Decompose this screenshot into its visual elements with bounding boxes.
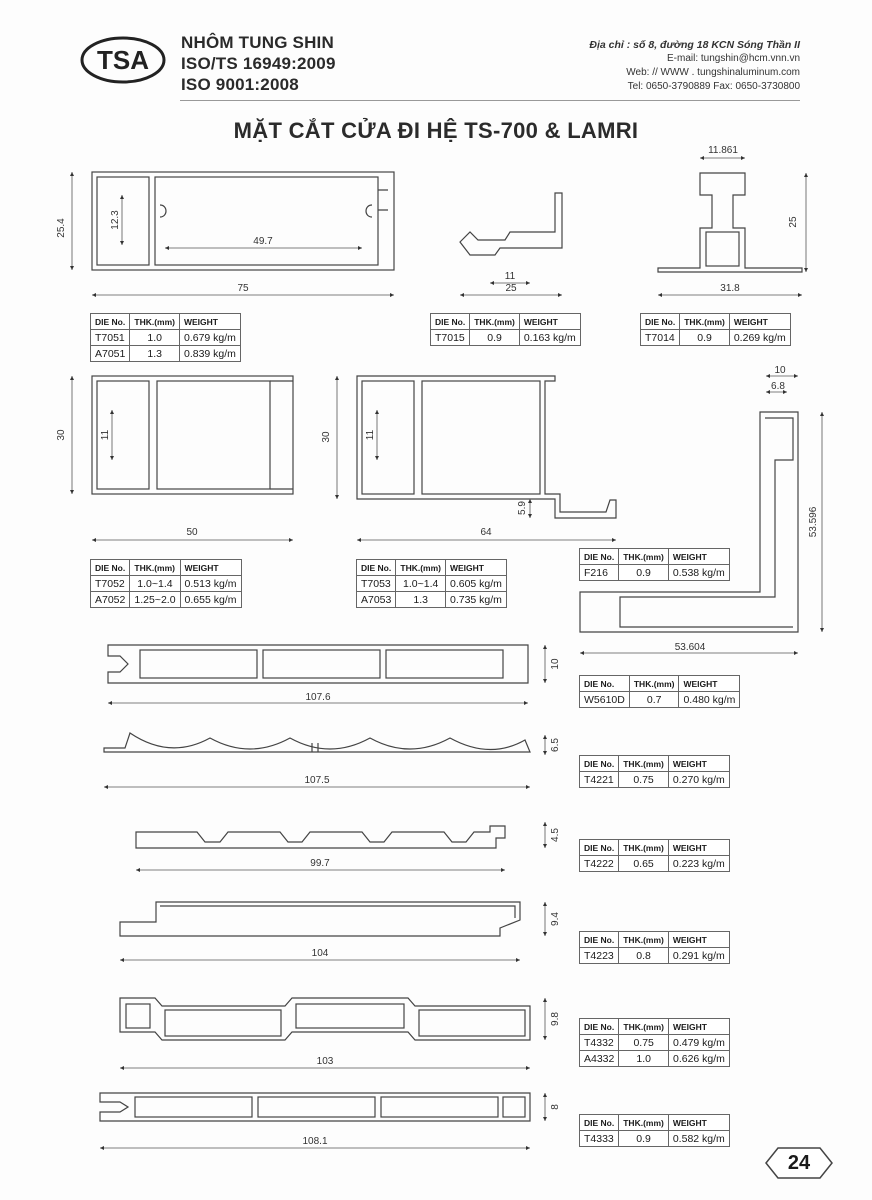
phone-fax: Tel: 0650-3790889 Fax: 0650-3730800 [627, 81, 800, 92]
spec-table-f216 [579, 548, 730, 581]
spec-cell-thk: 1.0 [130, 330, 180, 346]
dim-t7053-lip: 5.9 [517, 501, 528, 515]
spec-table-w5610d [579, 675, 740, 708]
spec-cell-die: A4332 [580, 1051, 619, 1067]
spec-header-row [580, 1019, 730, 1035]
spec-cell-die: T4332 [580, 1035, 619, 1051]
spec-header-die: DIE No. [431, 314, 470, 330]
spec-header-die: DIE No. [580, 840, 619, 856]
spec-row [580, 1051, 730, 1067]
spec-row [357, 592, 507, 608]
dim-t7052-in: 11 [100, 429, 111, 441]
profile-t4222 [136, 826, 505, 848]
spec-cell-die: A7051 [91, 346, 130, 362]
profile-t7015 [460, 193, 562, 255]
spec-header-row [580, 1115, 730, 1131]
dim-t7052-w: 50 [186, 527, 198, 538]
spec-cell-die: T7015 [431, 330, 470, 346]
spec-cell-weight: 0.538 kg/m [668, 565, 729, 581]
spec-cell-die: T7052 [91, 576, 130, 592]
spec-header-row [580, 932, 730, 948]
profile-t7052 [92, 376, 293, 494]
dim-t7051-w: 75 [237, 283, 249, 294]
spec-header-die: DIE No. [580, 932, 619, 948]
spec-cell-thk: 0.75 [619, 1035, 669, 1051]
website: Web: // WWW . tungshinaluminum.com [626, 67, 800, 78]
spec-cell-weight: 0.679 kg/m [179, 330, 240, 346]
spec-header-weight: WEIGHT [519, 314, 580, 330]
spec-table-t7052 [90, 559, 242, 608]
dim-t7014-h: 25 [788, 216, 799, 228]
spec-header-thk: THK.(mm) [130, 314, 180, 330]
spec-table-t7051 [90, 313, 241, 362]
spec-header-row [641, 314, 791, 330]
profile-t4332 [120, 998, 530, 1040]
spec-header-thk: THK.(mm) [470, 314, 520, 330]
dim-t4333-w: 108.1 [302, 1136, 328, 1147]
page-number: 24 [787, 1152, 811, 1174]
spec-header-thk: THK.(mm) [619, 840, 669, 856]
spec-row [580, 948, 730, 964]
page-title: MẶT CẮT CỬA ĐI HỆ TS-700 & LAMRI [233, 118, 639, 143]
profile-t7014 [658, 173, 802, 272]
spec-cell-weight: 0.582 kg/m [668, 1131, 729, 1147]
spec-cell-weight: 0.291 kg/m [668, 948, 729, 964]
dim-w5610d-w: 107.6 [305, 692, 331, 703]
dim-t4222-h: 4.5 [550, 828, 561, 842]
spec-cell-weight: 0.839 kg/m [179, 346, 240, 362]
spec-row [91, 592, 242, 608]
spec-cell-die: T7053 [357, 576, 396, 592]
dim-t7015-a: 11 [504, 271, 516, 282]
spec-header-weight: WEIGHT [179, 314, 240, 330]
spec-header-thk: THK.(mm) [619, 1019, 669, 1035]
spec-header-weight: WEIGHT [668, 1019, 729, 1035]
spec-cell-thk: 1.0~1.4 [396, 576, 446, 592]
spec-header-row [580, 840, 730, 856]
spec-cell-weight: 0.655 kg/m [180, 592, 241, 608]
spec-cell-die: W5610D [580, 692, 630, 708]
dim-t4333-h: 8 [550, 1104, 561, 1110]
spec-cell-die: T4223 [580, 948, 619, 964]
spec-cell-weight: 0.269 kg/m [729, 330, 790, 346]
spec-header-thk: THK.(mm) [396, 560, 446, 576]
spec-cell-die: T7051 [91, 330, 130, 346]
spec-header-row [357, 560, 507, 576]
spec-cell-weight: 0.605 kg/m [445, 576, 506, 592]
spec-cell-die: F216 [580, 565, 619, 581]
profile-f216 [580, 412, 798, 632]
spec-header-die: DIE No. [580, 756, 619, 772]
dim-f216-a: 10 [774, 365, 786, 376]
dim-t7015-w: 25 [505, 283, 517, 294]
spec-cell-die: A7052 [91, 592, 130, 608]
spec-header-die: DIE No. [357, 560, 396, 576]
spec-row [641, 330, 791, 346]
dim-t4221-w: 107.5 [304, 775, 330, 786]
dim-t4221-h: 6.5 [550, 738, 561, 752]
dim-f216-w: 53.604 [674, 642, 706, 653]
spec-row [91, 576, 242, 592]
dim-w5610d-h: 10 [550, 658, 561, 670]
spec-cell-die: T4222 [580, 856, 619, 872]
spec-cell-weight: 0.735 kg/m [445, 592, 506, 608]
dim-t4223-h: 9.4 [550, 912, 561, 926]
spec-header-die: DIE No. [580, 549, 619, 565]
spec-row [580, 565, 730, 581]
spec-row [431, 330, 581, 346]
spec-cell-thk: 0.9 [680, 330, 730, 346]
spec-table-t4332 [579, 1018, 730, 1067]
dim-t7053-w: 64 [480, 527, 492, 538]
spec-row [580, 772, 730, 788]
spec-header-weight: WEIGHT [729, 314, 790, 330]
spec-cell-weight: 0.270 kg/m [668, 772, 729, 788]
spec-cell-thk: 0.9 [619, 1131, 669, 1147]
spec-table-t4221 [579, 755, 730, 788]
spec-cell-thk: 0.7 [629, 692, 679, 708]
spec-row [91, 346, 241, 362]
spec-header-weight: WEIGHT [668, 932, 729, 948]
spec-header-thk: THK.(mm) [619, 549, 669, 565]
spec-header-die: DIE No. [580, 1019, 619, 1035]
spec-header-die: DIE No. [580, 1115, 619, 1131]
spec-header-row [91, 314, 241, 330]
spec-cell-weight: 0.223 kg/m [668, 856, 729, 872]
spec-cell-thk: 0.9 [619, 565, 669, 581]
dim-t7051-h: 25.4 [56, 218, 67, 238]
dim-t7051-in: 12.3 [110, 210, 121, 230]
dim-t4332-w: 103 [316, 1056, 334, 1067]
spec-cell-thk: 0.9 [470, 330, 520, 346]
spec-header-weight: WEIGHT [445, 560, 506, 576]
spec-header-thk: THK.(mm) [619, 1115, 669, 1131]
dim-t4223-w: 104 [311, 948, 329, 959]
dim-f216-b: 6.8 [771, 381, 785, 392]
spec-row [580, 1131, 730, 1147]
spec-cell-thk: 1.25~2.0 [130, 592, 180, 608]
dim-t7051-gap: 49.7 [253, 236, 273, 247]
spec-cell-die: T4221 [580, 772, 619, 788]
spec-header-weight: WEIGHT [180, 560, 241, 576]
page-number-badge [764, 1146, 834, 1180]
spec-table-t7014 [640, 313, 791, 346]
email: E-mail: tungshin@hcm.vnn.vn [667, 53, 800, 64]
spec-header-die: DIE No. [91, 560, 130, 576]
spec-header-row [580, 549, 730, 565]
spec-cell-weight: 0.480 kg/m [679, 692, 740, 708]
spec-row [580, 1035, 730, 1051]
dim-t7014-w: 31.8 [720, 283, 740, 294]
spec-header-weight: WEIGHT [679, 676, 740, 692]
cert-iso-ts: ISO/TS 16949:2009 [181, 54, 336, 73]
company-name: NHÔM TUNG SHIN [181, 33, 334, 52]
profile-t4221 [104, 733, 530, 752]
spec-row [580, 692, 740, 708]
profile-t7051 [92, 172, 394, 270]
spec-cell-die: T7014 [641, 330, 680, 346]
spec-row [580, 856, 730, 872]
spec-row [357, 576, 507, 592]
dim-t7053-h: 30 [321, 431, 332, 443]
spec-cell-weight: 0.513 kg/m [180, 576, 241, 592]
dim-t7052-h: 30 [56, 429, 67, 441]
profile-t4333 [100, 1093, 530, 1121]
spec-header-die: DIE No. [580, 676, 630, 692]
cert-iso-9001: ISO 9001:2008 [181, 75, 299, 94]
spec-header-weight: WEIGHT [668, 549, 729, 565]
logo-text: TSA [97, 45, 149, 75]
spec-cell-die: T4333 [580, 1131, 619, 1147]
spec-header-row [580, 756, 730, 772]
spec-row [91, 330, 241, 346]
spec-header-thk: THK.(mm) [130, 560, 180, 576]
spec-header-weight: WEIGHT [668, 756, 729, 772]
spec-cell-thk: 1.0 [619, 1051, 669, 1067]
spec-cell-weight: 0.479 kg/m [668, 1035, 729, 1051]
dim-f216-h: 53.596 [808, 506, 819, 538]
profile-t7053 [357, 376, 616, 518]
dim-t4222-w: 99.7 [310, 858, 330, 869]
spec-header-die: DIE No. [641, 314, 680, 330]
dim-t7053-in: 11 [365, 429, 376, 441]
spec-cell-thk: 1.3 [396, 592, 446, 608]
spec-header-row [91, 560, 242, 576]
spec-table-t7053 [356, 559, 507, 608]
dim-t7014-top: 11.861 [708, 145, 738, 156]
spec-header-die: DIE No. [91, 314, 130, 330]
spec-table-t4222 [579, 839, 730, 872]
dim-t4332-h: 9.8 [550, 1012, 561, 1026]
profile-w5610d [108, 645, 528, 683]
spec-table-t4333 [579, 1114, 730, 1147]
spec-header-weight: WEIGHT [668, 840, 729, 856]
spec-cell-thk: 0.8 [619, 948, 669, 964]
spec-cell-weight: 0.626 kg/m [668, 1051, 729, 1067]
spec-header-thk: THK.(mm) [619, 756, 669, 772]
spec-header-row [580, 676, 740, 692]
spec-table-t7015 [430, 313, 581, 346]
spec-cell-weight: 0.163 kg/m [519, 330, 580, 346]
spec-cell-thk: 1.0~1.4 [130, 576, 180, 592]
spec-header-row [431, 314, 581, 330]
spec-cell-thk: 0.75 [619, 772, 669, 788]
spec-header-thk: THK.(mm) [619, 932, 669, 948]
spec-cell-die: A7053 [357, 592, 396, 608]
spec-table-t4223 [579, 931, 730, 964]
spec-header-thk: THK.(mm) [680, 314, 730, 330]
address: Địa chỉ : số 8, đường 18 KCN Sóng Thần II [589, 39, 800, 51]
spec-cell-thk: 0.65 [619, 856, 669, 872]
spec-cell-thk: 1.3 [130, 346, 180, 362]
spec-header-weight: WEIGHT [668, 1115, 729, 1131]
spec-header-thk: THK.(mm) [629, 676, 679, 692]
profile-t4223 [120, 902, 520, 936]
